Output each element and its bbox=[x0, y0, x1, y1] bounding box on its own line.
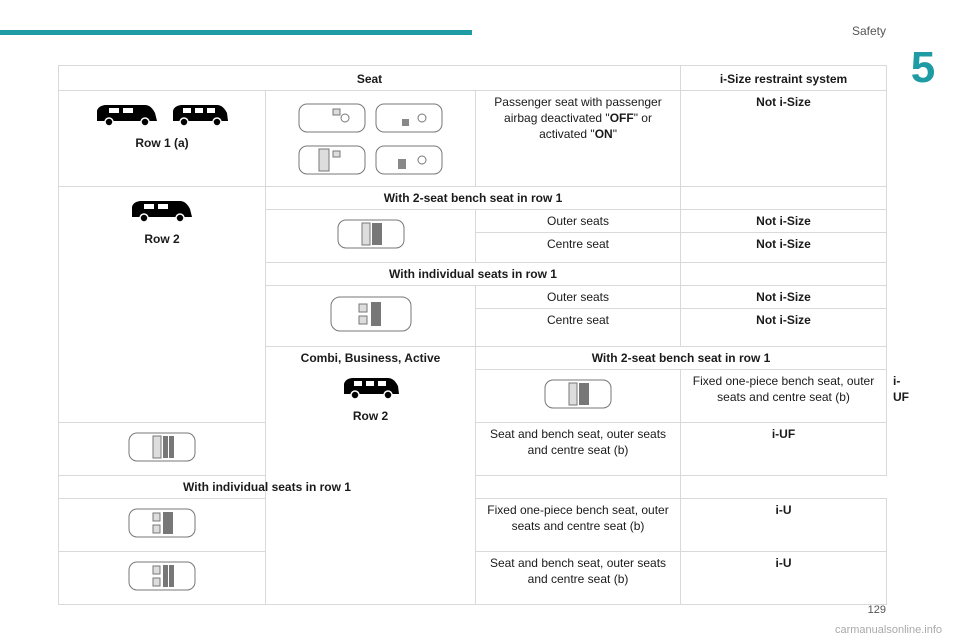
vehicle-topview-icon bbox=[329, 294, 413, 334]
row1-value: Not i-Size bbox=[681, 91, 887, 187]
row3-g2-topview bbox=[59, 499, 266, 552]
row3-group1-title: With 2-seat bench seat in row 1 bbox=[476, 347, 887, 370]
row2-vehicle-cell bbox=[59, 187, 266, 423]
row3-g2-topview bbox=[59, 552, 266, 605]
table-row bbox=[59, 476, 887, 499]
row2-g1-value: Not i-Size bbox=[681, 233, 887, 263]
van-side-icon bbox=[130, 197, 194, 223]
table-row: Fixed one-piece bench seat, outer seats and centre seat (b) i-UF bbox=[59, 370, 887, 423]
vehicle-topview-icon bbox=[127, 430, 197, 464]
van-side-icon bbox=[342, 374, 400, 400]
row2-g1-topview bbox=[266, 210, 476, 263]
row3-label: Row 2 bbox=[352, 409, 389, 423]
row2-label: Row 2 bbox=[144, 232, 180, 246]
section-title: Safety bbox=[851, 24, 886, 38]
row3-g1-desc: Fixed one-piece bench seat, outer seats and centre seat (b) bbox=[681, 370, 887, 423]
row3-group2-title: With individual seats in row 1 bbox=[59, 476, 476, 499]
vehicle-topview-icon bbox=[336, 217, 406, 251]
row2-group1-title: With 2-seat bench seat in row 1 bbox=[266, 187, 681, 210]
row3-g2-value: i-U bbox=[681, 499, 887, 552]
vehicle-topview-icon bbox=[127, 559, 197, 593]
row3-g1-value: i-UF bbox=[681, 423, 887, 476]
row3-g1-topview bbox=[59, 423, 266, 476]
row2-g2-value: Not i-Size bbox=[681, 309, 887, 347]
row1-desc: Passenger seat with passenger airbag deactivated "OFF" or activated "ON" bbox=[476, 91, 681, 187]
row2-g1-value: Not i-Size bbox=[681, 210, 887, 233]
row3-title: Combi, Business, Active bbox=[300, 351, 441, 365]
page-number: 129 bbox=[867, 604, 886, 616]
row3-g2-value: i-U bbox=[681, 552, 887, 605]
row2-g2-desc: Outer seats bbox=[476, 286, 681, 309]
isize-table bbox=[58, 65, 910, 605]
row1-vehicle-cell bbox=[59, 91, 266, 187]
table-header-row bbox=[59, 66, 887, 91]
row2-g2-desc: Centre seat bbox=[476, 309, 681, 347]
vehicle-topview-icon bbox=[374, 143, 444, 177]
vehicle-topview-icon bbox=[297, 143, 367, 177]
chapter-number: 5 bbox=[910, 43, 936, 92]
row2-group2-title: With individual seats in row 1 bbox=[266, 263, 681, 286]
row3-g2-desc: Fixed one-piece bench seat, outer seats and centre seat (b) bbox=[476, 499, 681, 552]
row3-g1-topview bbox=[476, 370, 681, 423]
vehicle-topview-icon bbox=[127, 506, 197, 540]
table-row bbox=[59, 187, 887, 210]
row1-topview-cell bbox=[266, 91, 476, 187]
van-side-icon bbox=[95, 101, 159, 127]
watermark: carmanualsonline.info bbox=[834, 624, 942, 636]
row3-g2-desc: Seat and bench seat, outer seats and centre seat (b) bbox=[476, 552, 681, 605]
row2-g2-topview bbox=[266, 286, 476, 347]
header-accent-bar bbox=[0, 30, 472, 35]
row2-g2-value: Not i-Size bbox=[681, 286, 887, 309]
col-header-seat: Seat bbox=[59, 66, 681, 91]
row2-g1-desc: Centre seat bbox=[476, 233, 681, 263]
row3-g1-desc: Seat and bench seat, outer seats and centre seat (b) bbox=[476, 423, 681, 476]
row2-g1-desc: Outer seats bbox=[476, 210, 681, 233]
vehicle-topview-icon bbox=[374, 101, 444, 135]
vehicle-topview-icon bbox=[543, 377, 613, 411]
van-side-icon bbox=[171, 101, 229, 127]
table-row bbox=[59, 91, 887, 187]
col-header-isize: i-Size restraint system bbox=[681, 66, 887, 91]
row1-label: Row 1 (a) bbox=[135, 136, 189, 150]
vehicle-topview-icon bbox=[297, 101, 367, 135]
